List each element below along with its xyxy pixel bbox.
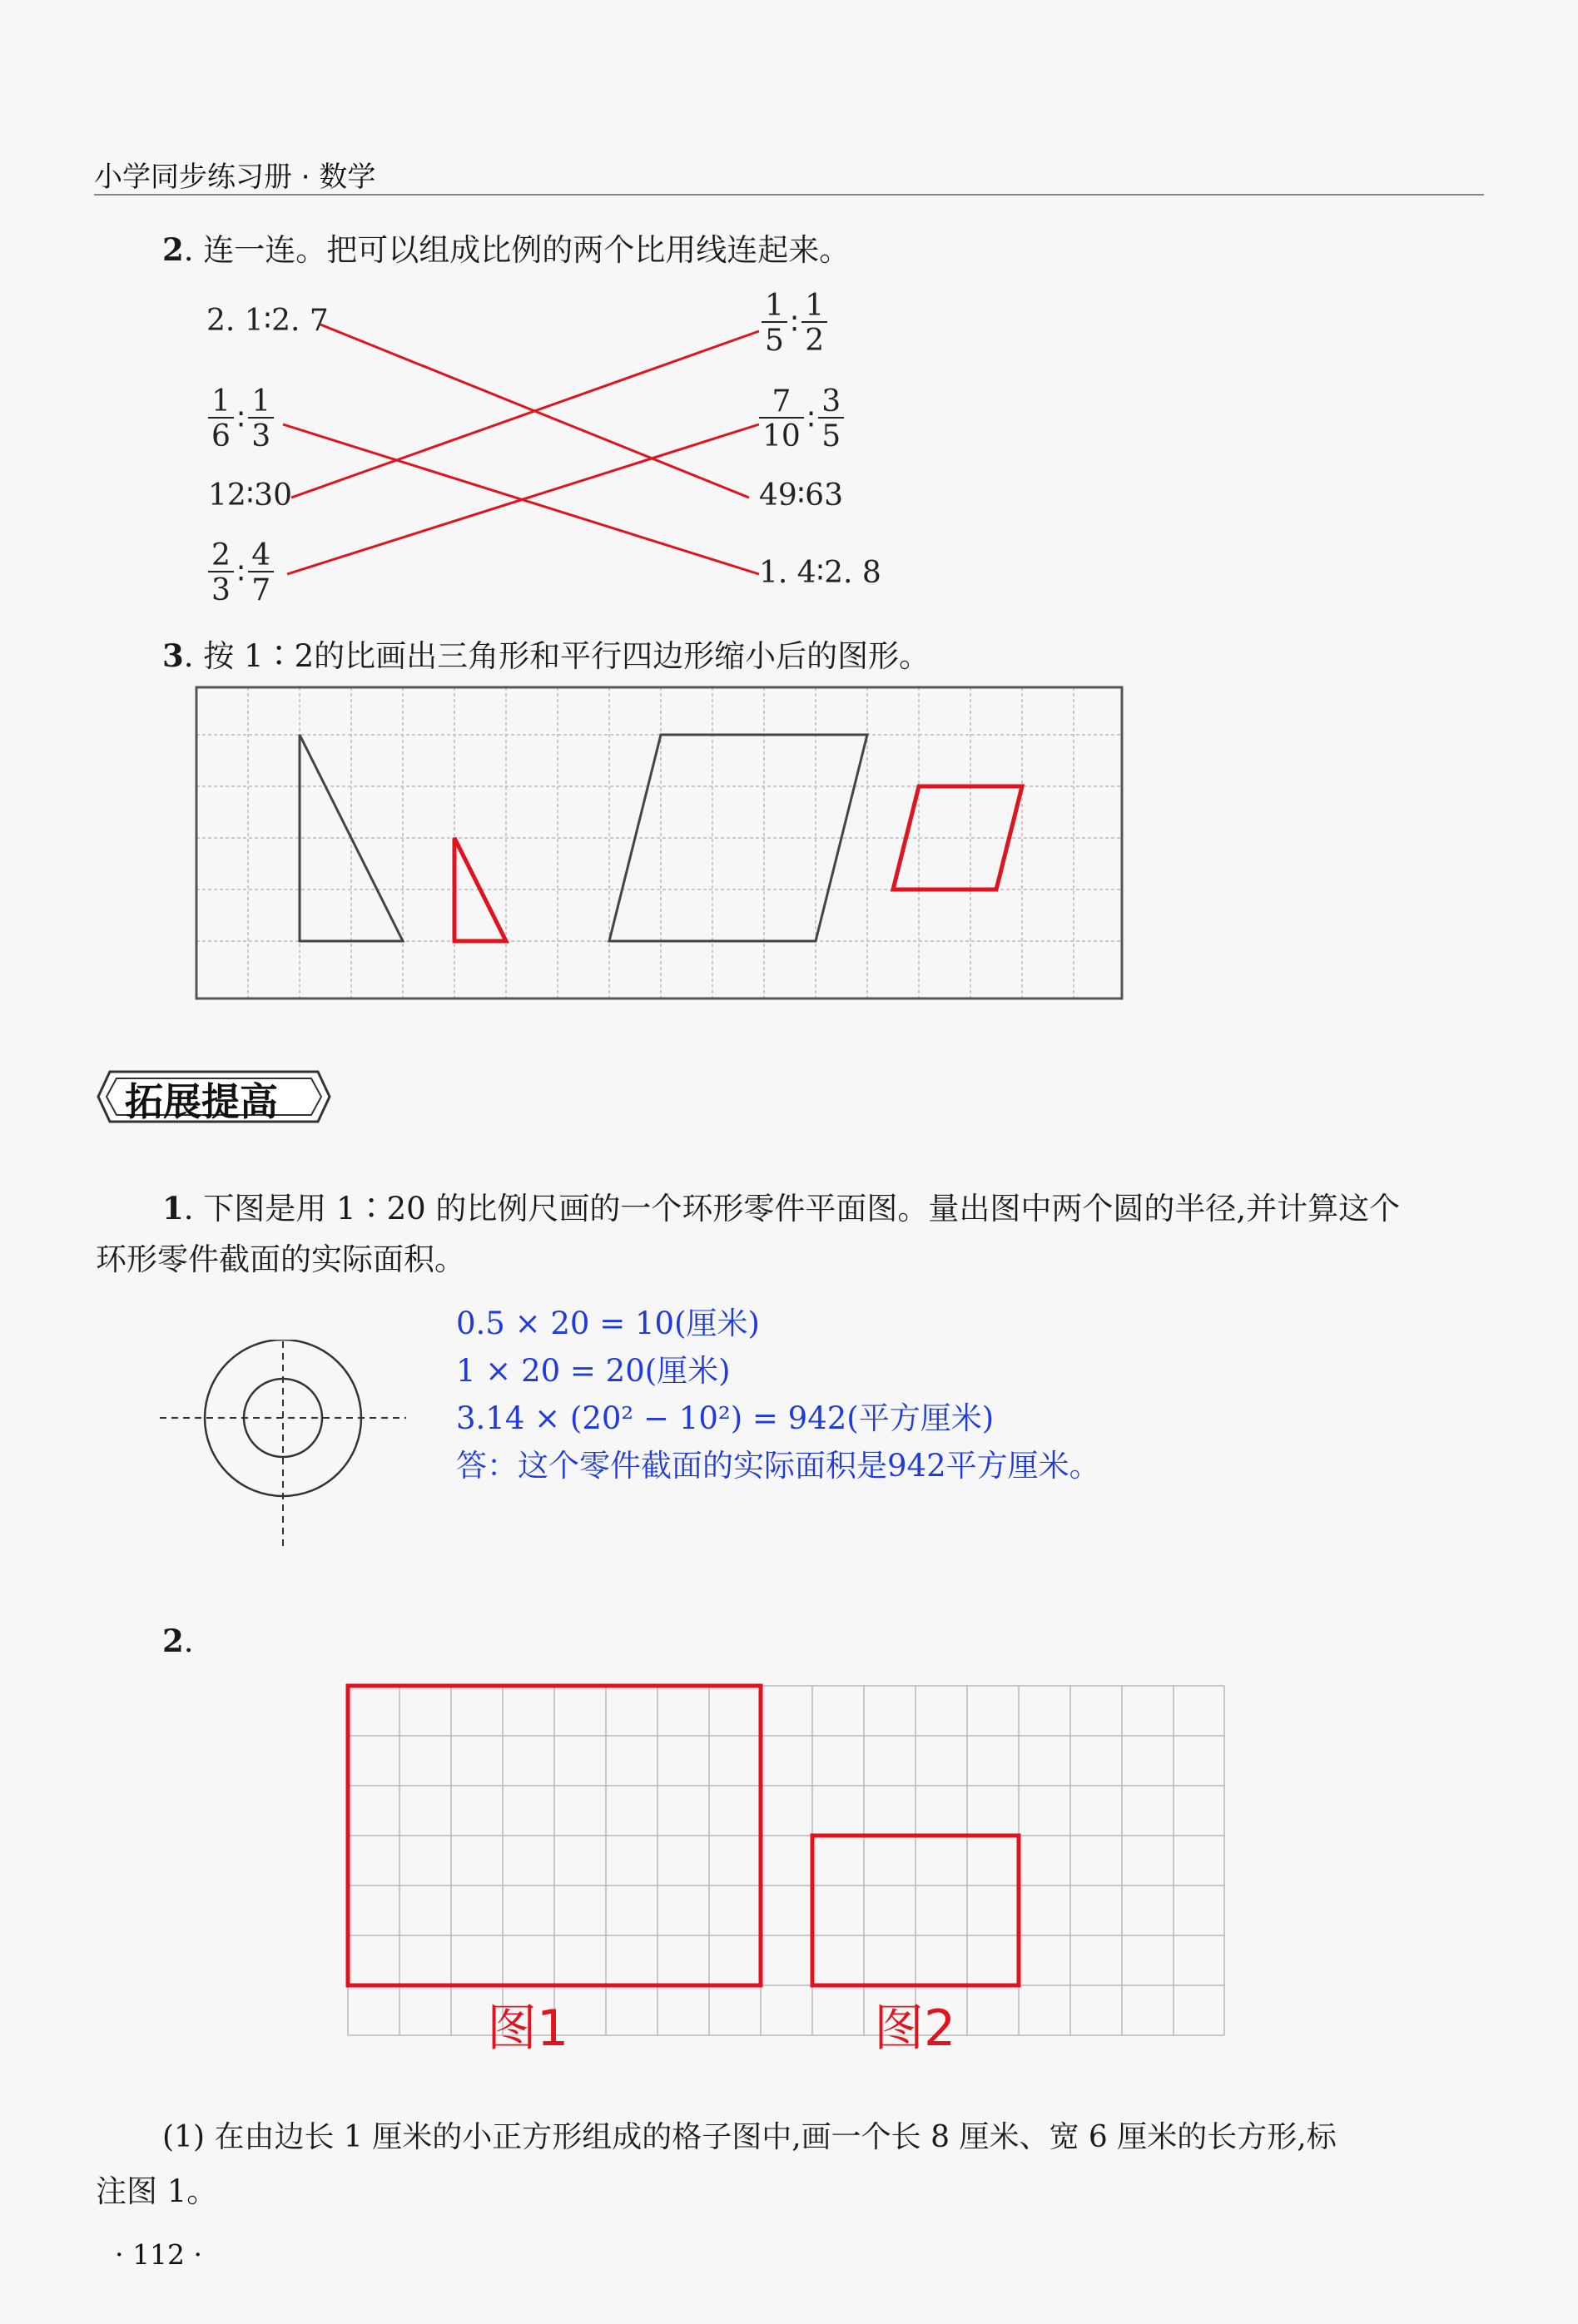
denominator: 3 [251, 419, 271, 453]
ext1-prompt [162, 1183, 1400, 1228]
q3-number: 3 [162, 637, 184, 674]
numerator: 1 [801, 291, 827, 323]
colon: ∶ [236, 402, 246, 437]
ext1-text-line1: . 下图是用 1∶20 的比例尺画的一个环形零件平面图。量出图中两个圆的半径,并计算这个 [183, 1191, 1401, 1226]
denominator: 2 [805, 324, 825, 358]
numerator: 1 [762, 291, 787, 323]
numerator: 7 [759, 387, 804, 419]
rectangle-grid [343, 1681, 1229, 2055]
figure-2-label: 图2 [874, 1999, 956, 2058]
ext2-prompt [162, 1623, 194, 1659]
numerator: 1 [248, 387, 274, 419]
ext2-dot: . [183, 1623, 194, 1659]
scaling-grid [191, 682, 1128, 1007]
ext2-number: 2 [162, 1623, 184, 1659]
scaled-triangle [454, 838, 506, 941]
ratio-left-c: 12∶30 [208, 478, 292, 513]
ratio-right-d: 1. 4∶2. 8 [759, 556, 881, 590]
ext2-sub1-line1: (1) 在由边长 1 厘米的小正方形组成的格子图中,画一个长 8 厘米、宽 6 厘米的长方形,标 [162, 2120, 1337, 2154]
numerator: 3 [818, 387, 844, 419]
numerator: 1 [208, 387, 234, 419]
page-number: · 112 · [115, 2238, 202, 2271]
denominator: 5 [765, 324, 784, 358]
answer-line-2: 1 × 20 = 20(厘米) [456, 1353, 731, 1389]
colon: ∶ [806, 402, 816, 437]
q2-text: . 连一连。把可以组成比例的两个比用线连起来。 [183, 232, 851, 268]
denominator: 5 [821, 419, 841, 453]
answer-line-1: 0.5 × 20 = 10(厘米) [456, 1306, 760, 1341]
denominator: 3 [211, 573, 231, 607]
matching-lines [0, 0, 1578, 632]
book-header: 小学同步练习册 · 数学 [94, 161, 376, 194]
q2-number: 2 [162, 231, 184, 268]
numerator: 4 [248, 541, 274, 572]
ring-diagram [158, 1340, 408, 1548]
ext2-sub1-line2: 注图 1。 [96, 2173, 218, 2209]
colon: ∶ [790, 306, 799, 341]
colon: ∶ [236, 556, 246, 591]
figure-1-label: 图1 [487, 1999, 569, 2058]
denominator: 10 [762, 419, 801, 453]
section-title: 拓展提高 [125, 1079, 278, 1124]
answer-line-4: 答：这个零件截面的实际面积是942平方厘米。 [456, 1448, 1100, 1484]
numerator: 2 [208, 541, 234, 572]
q3-text: . 按 1∶2的比画出三角形和平行四边形缩小后的图形。 [183, 638, 930, 674]
q3-prompt [162, 631, 930, 676]
ratio-right-c: 49∶63 [759, 478, 843, 513]
ext1-text-line2: 环形零件截面的实际面积。 [96, 1241, 465, 1277]
ratio-left-a: 2. 1∶2. 7 [206, 304, 329, 338]
answer-line-3: 3.14 × (20² − 10²) = 942(平方厘米) [456, 1400, 995, 1436]
ext1-number: 1 [162, 1190, 184, 1226]
denominator: 6 [211, 419, 231, 453]
denominator: 7 [251, 573, 271, 607]
